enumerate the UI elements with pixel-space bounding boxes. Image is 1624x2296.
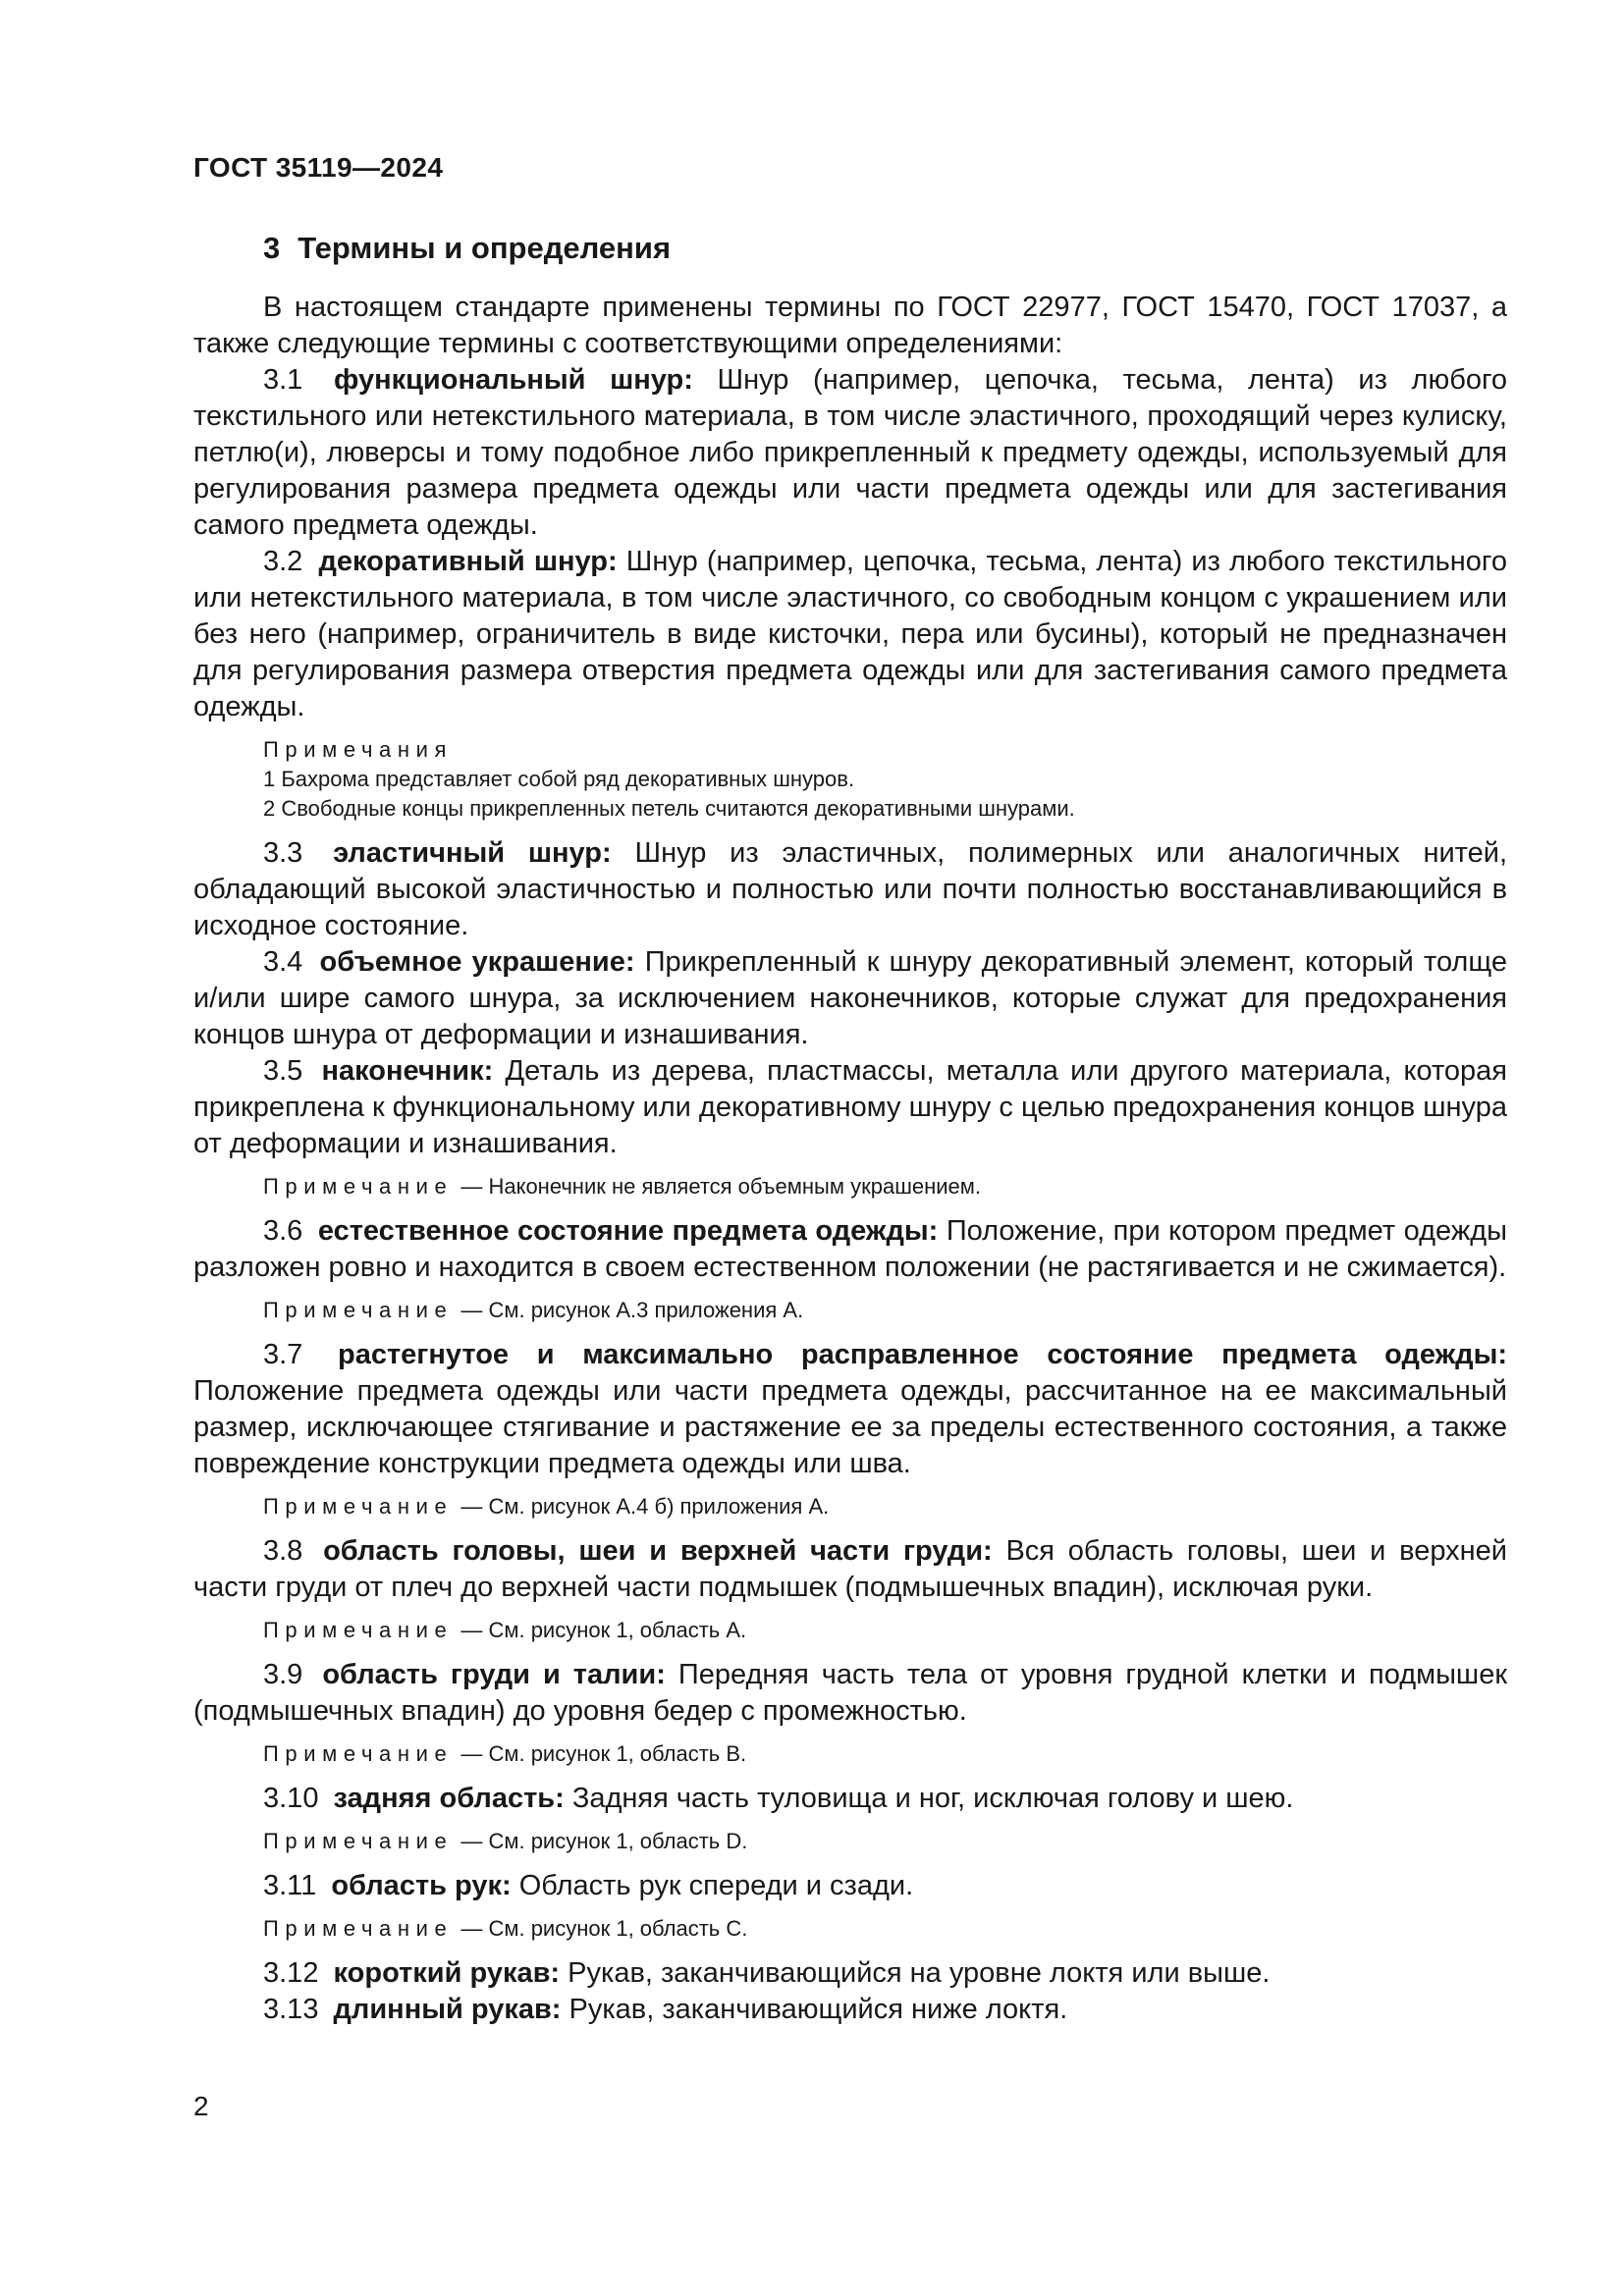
term-definition: Положение предмета одежды или части предмета одежды, рассчитанное на ее максимальный размер, исключающее стягивание и растяжение ее за пределы естественного состояния, а также повреждение конструкции предмета одежды или шва.	[193, 1375, 1507, 1479]
notes-label: Примечания	[263, 737, 454, 762]
running-header: ГОСТ 35119—2024	[193, 152, 444, 183]
term-number: 3.9	[263, 1659, 303, 1690]
term-definition: Шнур (например, цепочка, тесьма, лента) из любого текстильного или нетекстильного материала, в том числе эластичного, проходящий через кулиску, петлю(и), люверсы и тому подобное либо прикрепленный к предмету одежды, используемый для регулирования размера предмета одежды или части предмета одежды или для застегивания самого предмета одежды.	[193, 364, 1508, 541]
note-after-3-6: Примечание — См. рисунок А.3 приложения А.	[263, 1298, 804, 1322]
term-number: 3.4	[263, 946, 303, 978]
note-after-3-7: Примечание — См. рисунок А.4 б) приложения А.	[263, 1494, 830, 1519]
term-name: эластичный шнур:	[333, 837, 612, 869]
term-number: 3.1	[263, 364, 303, 396]
term-number: 3.2	[263, 546, 303, 577]
term-number: 3.6	[263, 1215, 303, 1247]
term-3-8	[193, 1533, 1507, 1606]
section-title	[263, 231, 1507, 266]
term-definition: Вся область головы, шеи и верхней части груди от плеч до верхней части подмышек (подмышечных впадин), исключая руки.	[193, 1535, 1507, 1603]
document-page	[193, 152, 1508, 2121]
term-definition: Рукав, заканчивающийся ниже локтя.	[568, 1994, 1068, 2025]
term-3-5	[193, 1053, 1507, 1162]
section-number: 3	[263, 231, 281, 265]
page-number: 2	[193, 2091, 209, 2121]
term-name: растегнутое и максимально расправленное состояние предмета одежды:	[338, 1339, 1507, 1370]
term-definition: Деталь из дерева, пластмассы, металла или другого материала, которая прикреплена к функциональному или декоративному шнуру с целью предохранения концов шнура от деформации и изнашивания.	[193, 1055, 1508, 1159]
term-number: 3.8	[263, 1535, 303, 1567]
term-3-4	[193, 944, 1507, 1053]
term-definition: Рукав, заканчивающийся на уровне локтя или выше.	[568, 1957, 1271, 1989]
term-3-2	[193, 544, 1507, 725]
intro-paragraph: В настоящем стандарте применены термины по ГОСТ 22977, ГОСТ 15470, ГОСТ 17037, а также следующие термины с соответствующими определениями:	[193, 292, 1507, 359]
term-name: наконечник:	[321, 1055, 494, 1087]
note-after-3-8: Примечание — См. рисунок 1, область А.	[263, 1618, 747, 1642]
term-number: 3.10	[263, 1783, 319, 1814]
term-name: декоративный шнур:	[318, 546, 618, 577]
term-name: область груди и талии:	[322, 1659, 666, 1690]
note-after-3-11: Примечание — См. рисунок 1, область C.	[263, 1916, 748, 1941]
term-name: короткий рукав:	[333, 1957, 561, 1989]
term-3-11	[193, 1868, 1507, 1904]
term-number: 3.13	[263, 1994, 319, 2025]
term-name: естественное состояние предмета одежды:	[317, 1215, 939, 1247]
term-3-9	[193, 1657, 1507, 1730]
term-name: задняя область:	[333, 1783, 565, 1814]
note-after-3-5: Примечание — Наконечник не является объемным украшением.	[263, 1174, 981, 1199]
section-name: Термины и определения	[298, 231, 672, 265]
term-number: 3.3	[263, 837, 303, 869]
term-3-1	[193, 362, 1507, 544]
note-item-1: 1 Бахрома представляет собой ряд декоративных шнуров.	[263, 767, 855, 791]
term-name: область головы, шеи и верхней части груди:	[323, 1535, 993, 1567]
term-name: область рук:	[331, 1870, 512, 1901]
term-definition: Передняя часть тела от уровня грудной клетки и подмышек (подмышечных впадин) до уровня бедер с промежностью.	[193, 1659, 1508, 1727]
term-number: 3.12	[263, 1957, 319, 1989]
term-definition: Область рук спереди и сзади.	[518, 1870, 914, 1901]
note-after-3-10: Примечание — См. рисунок 1, область D.	[263, 1829, 748, 1853]
term-definition: Шнур (например, цепочка, тесьма, лента) из любого текстильного или нетекстильного материала, в том числе эластичного, со свободным концом с украшением или без него (например, ограничитель в виде кисточки, пера или бусины), который не предназначен для регулирования размера отверстия предмета одежды или для застегивания самого предмета одежды.	[193, 546, 1507, 722]
term-number: 3.11	[263, 1870, 317, 1901]
term-3-13	[193, 1992, 1507, 2028]
term-number: 3.7	[263, 1339, 303, 1370]
term-3-3	[193, 835, 1507, 944]
term-definition: Положение, при котором предмет одежды разложен ровно и находится в своем естественном положении (не растягивается и не сжимается).	[193, 1215, 1507, 1283]
notes-block-after-3-2	[193, 735, 1507, 824]
term-name: функциональный шнур:	[333, 364, 693, 396]
term-name: длинный рукав:	[333, 1994, 562, 2025]
note-item-2: 2 Свободные концы прикрепленных петель считаются декоративными шнурами.	[263, 796, 1075, 821]
term-3-12	[193, 1955, 1507, 1992]
term-number: 3.5	[263, 1055, 303, 1087]
term-definition: Шнур из эластичных, полимерных или аналогичных нитей, обладающий высокой эластичностью и полностью или почти полностью восстанавливающийся в исходное состояние.	[193, 837, 1507, 941]
term-3-10	[193, 1781, 1507, 1817]
term-definition: Задняя часть туловища и ног, исключая голову и шею.	[571, 1783, 1294, 1814]
term-name: объемное украшение:	[319, 946, 635, 978]
term-definition: Прикрепленный к шнуру декоративный элемент, который толще и/или шире самого шнура, за исключением наконечников, которые служат для предохранения концов шнура от деформации и изнашивания.	[193, 946, 1508, 1050]
term-3-6	[193, 1213, 1507, 1286]
term-3-7	[193, 1337, 1507, 1482]
note-after-3-9: Примечание — См. рисунок 1, область В.	[263, 1741, 747, 1766]
